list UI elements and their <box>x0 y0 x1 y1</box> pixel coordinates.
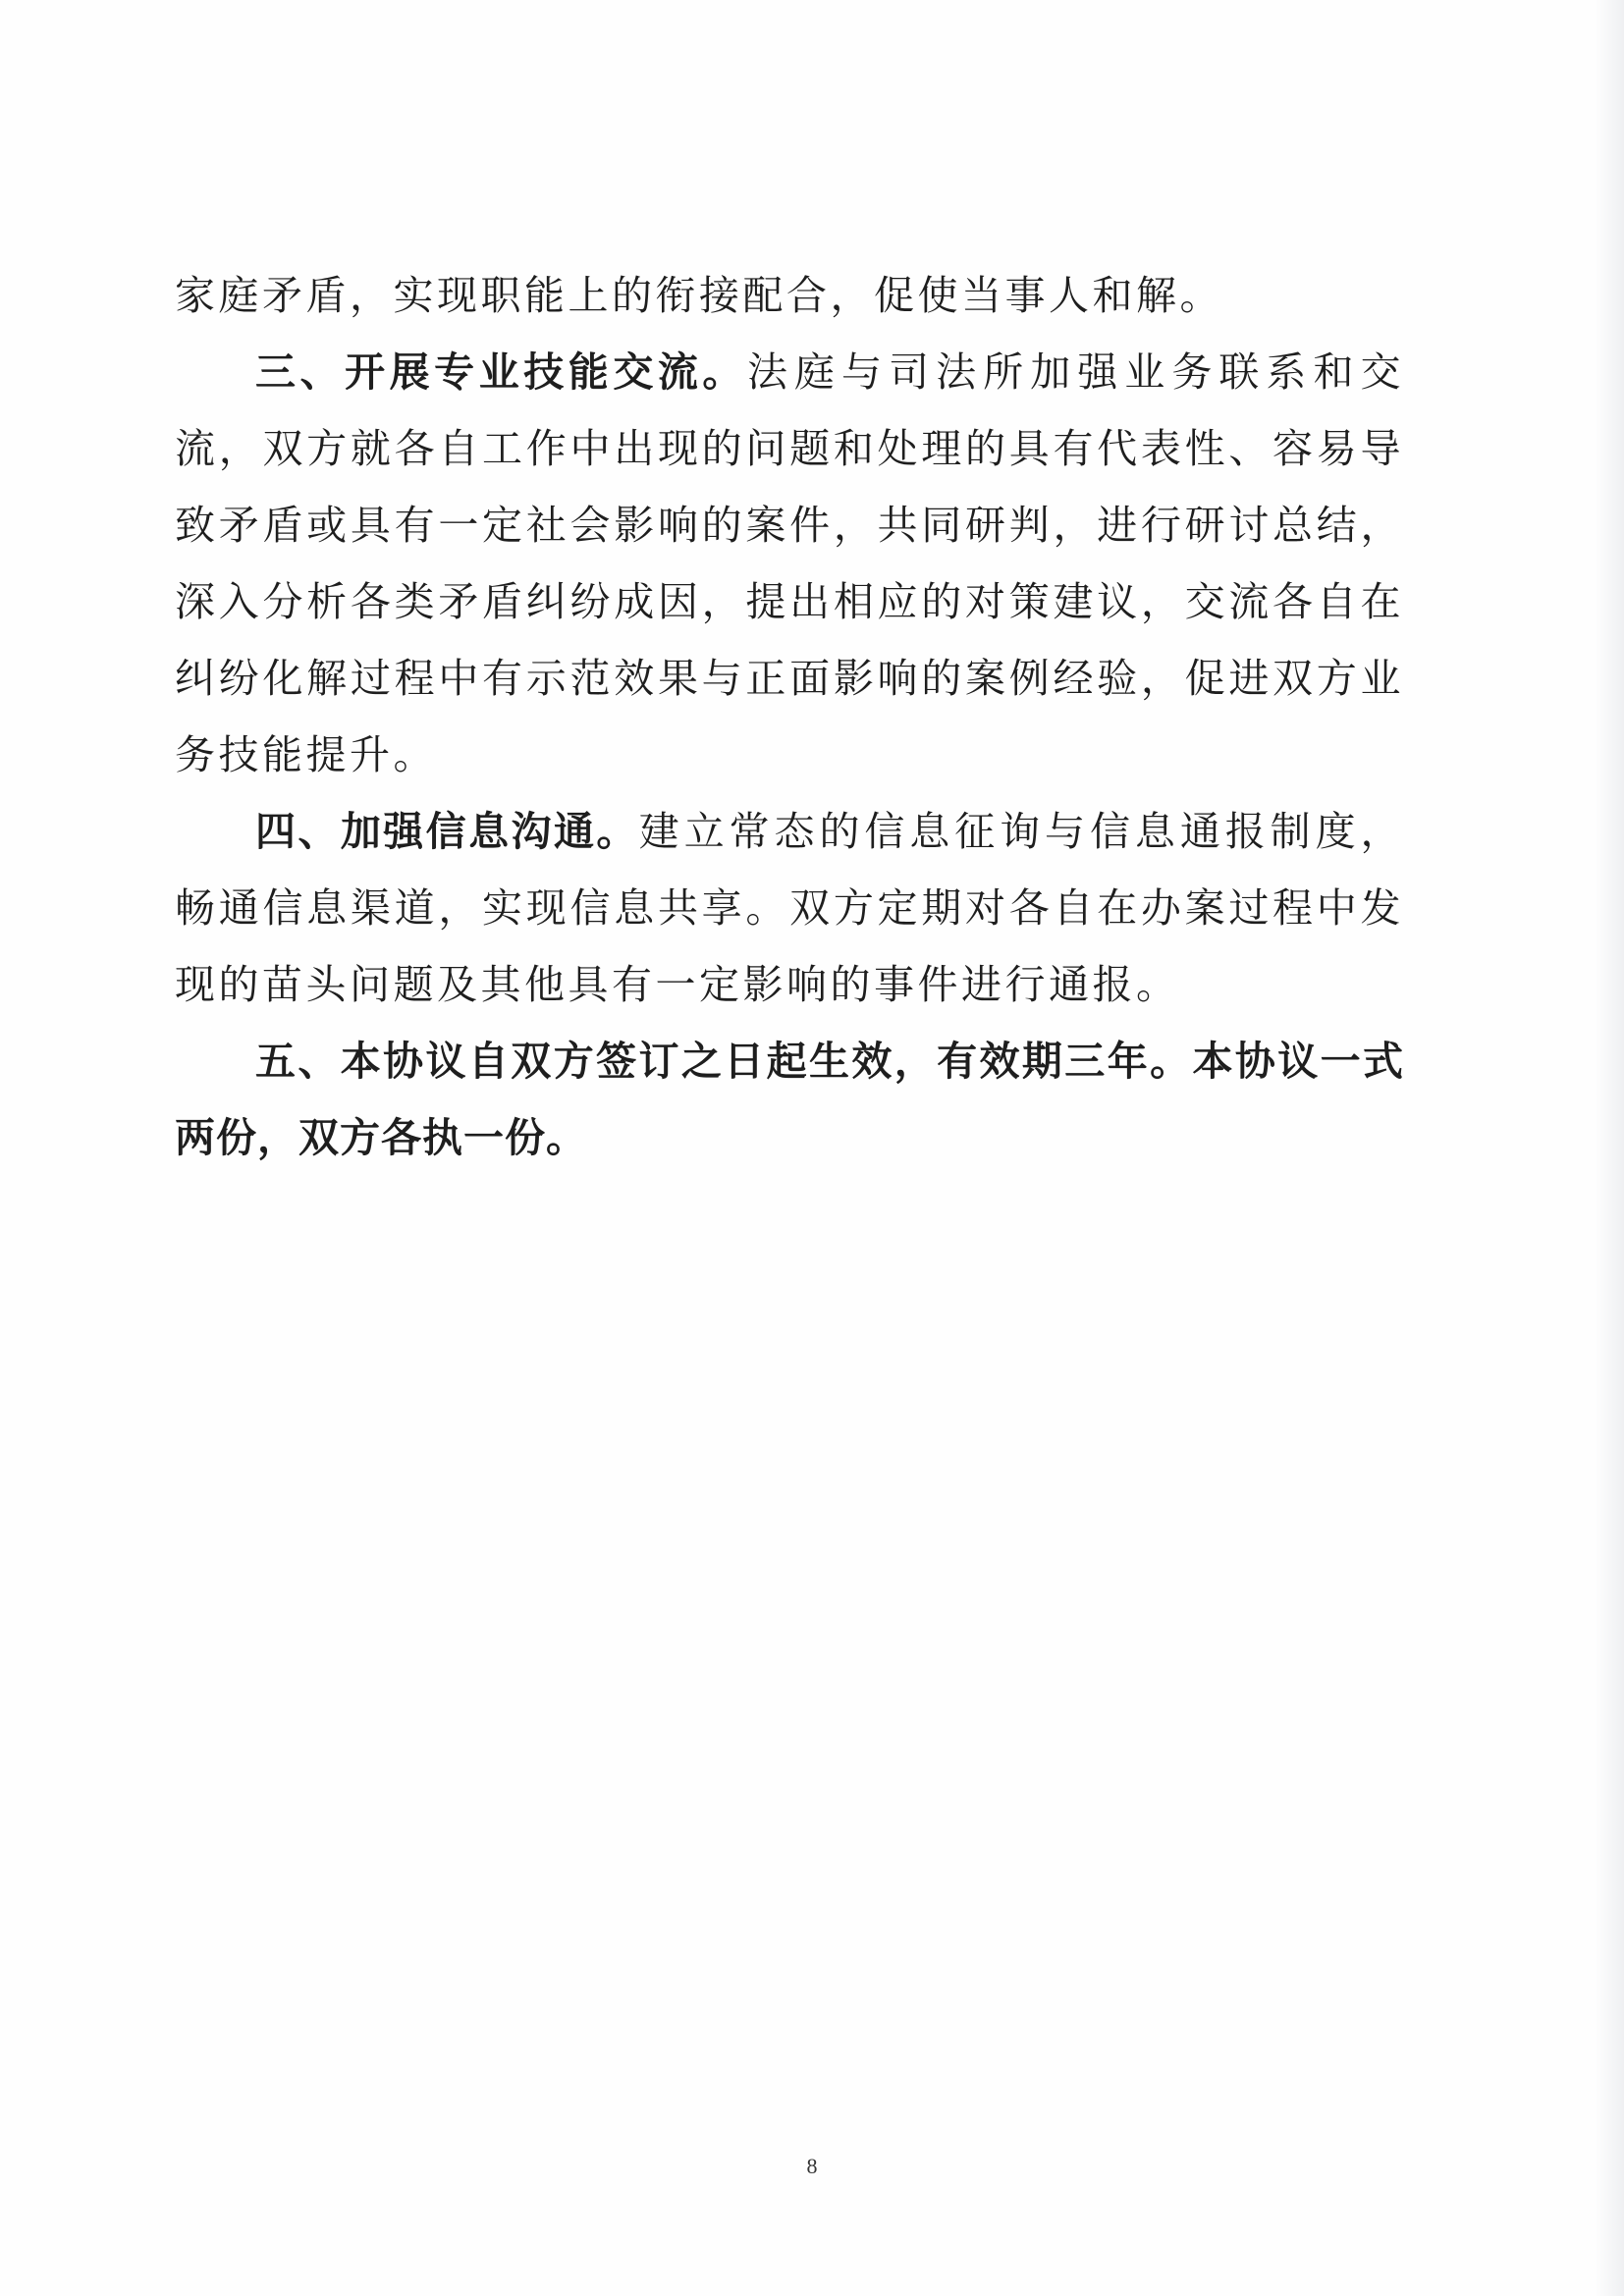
paragraph-continuation <box>175 257 1404 334</box>
section-3-text: 法庭与司法所加强业务联系和交流，双方就各自工作中出现的问题和处理的具有代表性、容易导致矛盾或具有一定社会影响的案件，共同研判，进行研讨总结，深入分析各类矛盾纠纷成因，提出相应的对策建议，交流各自在纠纷化解过程中有示范效果与正面影响的案例经验，促进双方业务技能提升。 <box>175 348 1405 778</box>
paragraph-section-5 <box>175 1023 1404 1176</box>
paragraph-section-4 <box>175 793 1404 1023</box>
section-4-heading: 四、加强信息沟通。 <box>255 808 639 855</box>
paragraph-section-3 <box>175 334 1404 793</box>
scan-edge-shadow <box>1595 0 1624 2296</box>
document-body <box>175 257 1404 1176</box>
page-number: 8 <box>806 2154 818 2178</box>
section-4-text: 建立常态的信息征询与信息通报制度，畅通信息渠道，实现信息共享。双方定期对各自在办案过程中发现的苗头问题及其他具有一定影响的事件进行通报。 <box>175 808 1404 1008</box>
section-3-heading: 三、开展专业技能交流。 <box>255 348 747 396</box>
section-5-heading: 五、本协议自双方签订之日起生效，有效期三年。本协议一式两份，双方各执一份。 <box>175 1038 1404 1161</box>
paragraph-text: 家庭矛盾，实现职能上的衔接配合，促使当事人和解。 <box>175 272 1223 319</box>
